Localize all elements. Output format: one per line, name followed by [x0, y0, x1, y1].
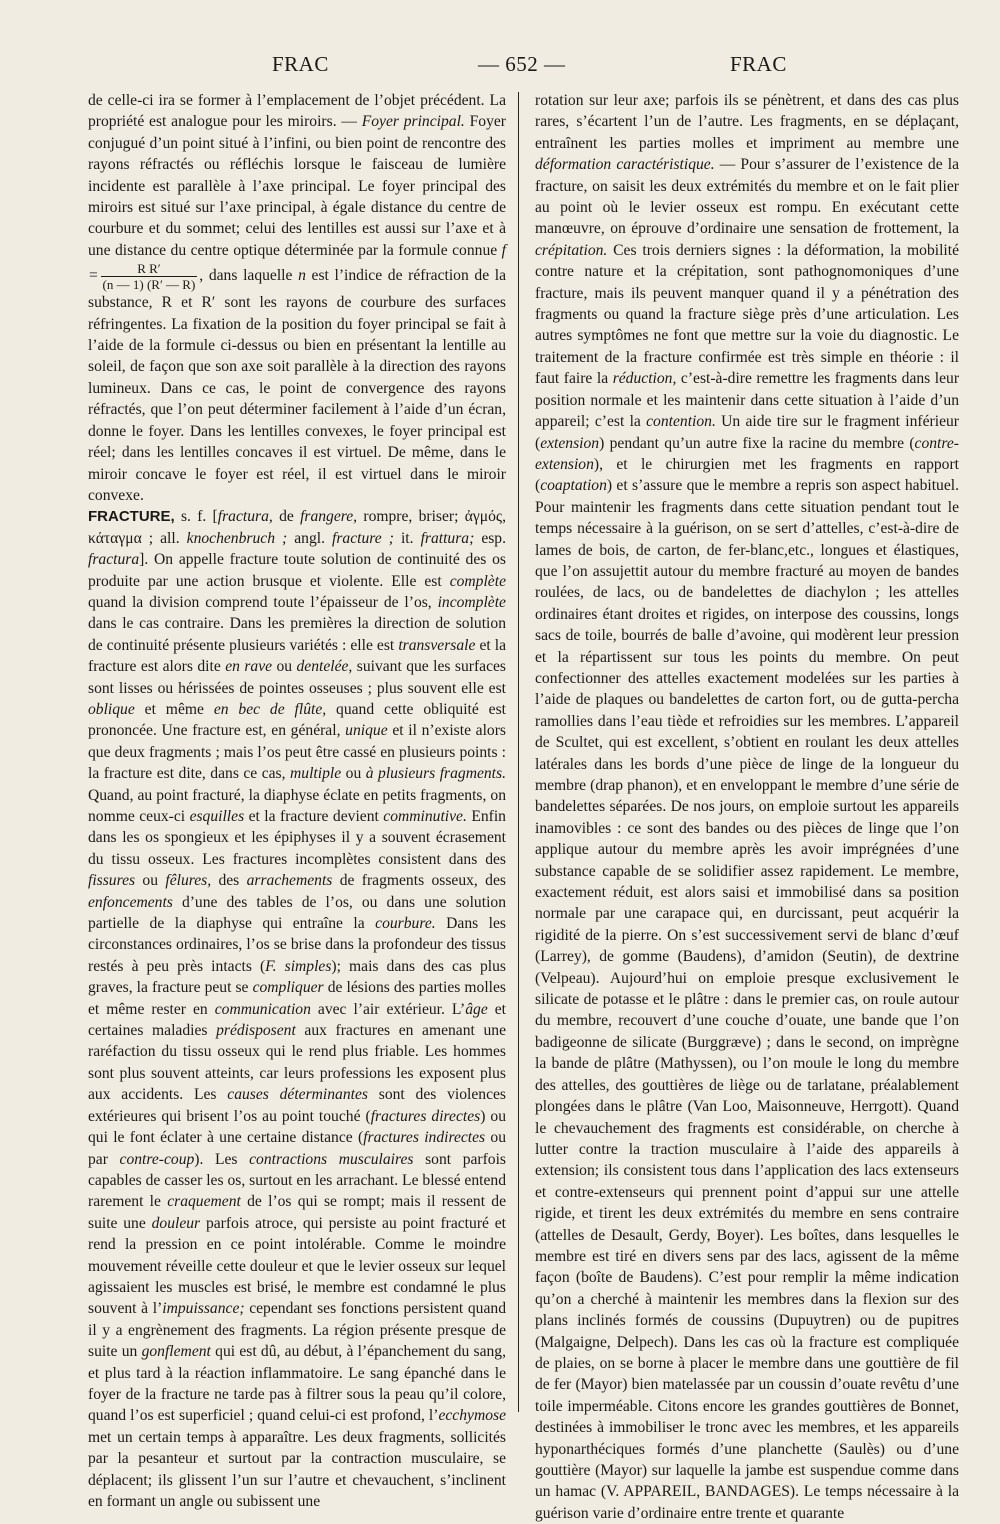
- italic-term: en bec de flûte,: [213, 700, 327, 718]
- italic-term: comminutive.: [383, 808, 467, 825]
- italic-term: ecchymose: [438, 1407, 506, 1425]
- text-run: suivant que les surfaces sont lisses ou hérissées de pointes osseuses ; plus souvent elle est: [88, 658, 506, 697]
- italic-term: frangere,: [300, 508, 358, 526]
- italic-term: prédisposent: [216, 1022, 296, 1040]
- text-run: aux fractures en amenant une raréfaction du tissu osseux qui le rend plus friable. Les hommes sont plus souvent atteints, car leurs professions les exposent plus aux accidents. Les: [88, 1022, 506, 1104]
- text-run: ); mais dans des cas plus graves, la fracture peut se: [88, 957, 507, 997]
- text-run: ou par: [88, 1129, 507, 1168]
- text-run: sont des violences extérieures qui brisent l’os au point touché (: [88, 1086, 506, 1125]
- text-run: de celle-ci ira se former à l’emplacement de l’objet précédent. La propriété est analogue pour les miroirs. —: [88, 92, 506, 131]
- text-run: ou: [142, 872, 159, 890]
- text-run: ). Les: [194, 1150, 238, 1168]
- italic-term: enfoncements: [88, 893, 173, 911]
- text-run: rompre, briser; ἀγμός, κάταγμα ; all.: [88, 508, 506, 547]
- foyer-paragraph: [88, 90, 506, 506]
- headword: FRACTURE,: [88, 508, 175, 526]
- italic-term: extension: [540, 434, 600, 452]
- fracture-entry: [88, 506, 506, 1512]
- text-run: d’une des tables de l’os, ou dans une solution partielle de la diaphyse qui entraîne la: [88, 893, 506, 933]
- text-run: ) ou qui le font éclater à une certaine distance (: [88, 1107, 506, 1147]
- text-run: ]. On appelle fracture toute solution de continuité des os produite par une action brusque et violente. Elle est: [88, 551, 506, 590]
- left-column: [88, 90, 507, 1510]
- right-column: [535, 90, 960, 1522]
- italic-term: contractions musculaires: [249, 1150, 414, 1168]
- italic-term: n: [298, 267, 306, 285]
- italic-term: crépitation.: [535, 241, 608, 259]
- text-run: c’est-à-dire remettre les fragments dans leur position normale et les maintenir dans cette situation à l’aide d’un appareil; c’est la: [535, 370, 960, 431]
- italic-term: unique: [345, 722, 388, 740]
- italic-term: complète: [449, 572, 506, 590]
- italic-term: fractures directes: [370, 1107, 481, 1125]
- italic-term: fêlures,: [165, 872, 212, 890]
- italic-term: arrachements: [246, 872, 333, 890]
- italic-term: réduction,: [612, 370, 677, 388]
- text-run: Un aide tire sur le fragment inférieur (: [535, 413, 959, 452]
- italic-term: courbure.: [375, 915, 436, 933]
- text-run: met un certain temps à apparaître. Les deux fragments, sollicités par la pesanteur et surtout par la contraction musculaire, se déplacent; ils glissent l’un sur l’autre et chevauchent, s’inclinent en formant un angle ou subissent une: [88, 1428, 506, 1510]
- italic-term: incomplète: [437, 593, 506, 611]
- italic-term: à plusieurs fragments.: [365, 765, 506, 783]
- text-run: ) et s’assure que le membre a repris son aspect habituel. Pour maintenir les fragments dans cette situation pendant tout le temps nécessaire à la guérison, on se sert d’attelles, c’est-à-dire de lames de bois, de carton, de fer-blanc,etc., longues et élastiques, que l’on assujettit autour du membre fracturé au moyen de bandes roulées, de lacs, ou de bandelettes de diachylon ; les attelles ordinaires étant droites et rigides, on interpose des coussins, longs sacs de toile, bourrés de balle d’avoine, qui modèrent leur pression et la répartissent sur tous les points du membre. On peut confectionner des attelles exactement modelées sur les parties à l’aide de plaques ou bandelettes de carton fort, ou de gutta-percha ramollies dans l’eau tiède et refroidies sur les membres. L’appareil de Scultet, qui est excellent, s’obtient en roulant les deux attelles latérales dans les bords d’une pièce de linge de la longueur du membre (drap phanon), et en enveloppant le membre d’une série de bandelettes séparées. De nos jours, on emploie surtout les appareils inamovibles : ce sont des bandes ou des pièces de linge que l’on applique autour du membre après les avoir imprégnées d’une substance capable de se solidifier assez rapidement. Le membre, exactement réduit, est alors saisi et immobilisé dans sa position normale par une carapace qui, en durcissant, peut acquérir la rigidité de la pierre. On s’est successivement servi de blanc d’œuf (Larrey), de gomme (Baudens), d’amidon (Seutin), de dextrine (Velpeau). Aujourd’hui on emploie presque exclusivement le silicate de potasse et le plâtre : dans le premier cas, on roule autour du membre, recouvert d’une couche d’ouate, une bande que l’on badigeonne de silicate (Burggræve) ; dans le second, on imprègne la bande de plâtre (Mathyssen), ou l’on moule le long du membre des attelles, des gouttières de liège ou de tarlatane, préalablement plongées dans le plâtre (Van Loo, Maisonneuve, Herrgott). Quand le chevauchement des fragments est considérable, on cherche à lutter contre la traction musculaire à l’aide des appareils à extension; ils consistent tous dans l’application des lacs extenseurs et contre-extenseurs qui prennent point d’appui sur une attelle rigide, et tirent les deux extrémités du membre en sens contraire (attelles de Desault, Gerdy, Boyer). Les boîtes, dans lesquelles le membre est tiré en divers sens par des lacs, agissent de la même façon (boîte de Baudens). C’est pour remplir la même indication qu’on a cherché à maintenir les membres dans la flexion sur des plans inclinés formés de coussins (Dupuytren) ou de pupitres (Malgaigne, Delpech). Dans les cas où la fracture est compliquée de plaies, on se borne à placer le membre dans une gouttière de fil de fer (Mayor) bien matelassée par un coussin d’ouate revêtu d’une toile imperméable. Citons encore les grandes gouttières de Bonnet, destinées à immobiliser le tronc avec les membres, et les appareils hyponarthéciques formés d’une planchette (Saulès) ou d’une gouttière (Mayor) sur laquelle la jambe est suspendue comme dans un hamac (V. APPAREIL, BANDAGES). Le temps nécessaire à la guérison varie d’ordinaire entre trente et quarante: [535, 477, 959, 1522]
- header-right-word: FRAC: [730, 52, 787, 76]
- italic-term: fractura: [88, 551, 140, 569]
- italic-term: fracture ;: [332, 529, 394, 547]
- focal-formula: [101, 261, 198, 292]
- text-run: esp.: [481, 529, 506, 547]
- text-run: , dans laquelle: [199, 267, 293, 285]
- text-run: s. f. [: [180, 508, 218, 526]
- text-run: et même: [144, 700, 204, 718]
- text-run: de lésions des parties molles et même rester en: [88, 979, 506, 1018]
- text-run: ou: [276, 658, 293, 676]
- text-run: cependant ses fonctions persistent quand il y a engrènement des fragments. La région présente presque de suite un: [88, 1300, 506, 1361]
- formula-numerator: R R′: [101, 261, 198, 277]
- text-run: quand cette obliquité est prononcée. Une fracture est, en général,: [88, 700, 506, 740]
- text-run: de l’os qui se rompt; mais il ressent de suite une: [88, 1193, 507, 1232]
- italic-term: compliquer: [252, 979, 324, 997]
- text-run: ) pendant qu’un autre fixe la racine du membre (: [599, 434, 915, 452]
- text-run: rotation sur leur axe; parfois ils se pénètrent, et dans des cas plus rares, s’écartent l’un de l’autre. Les fragments, en se déplaçant, entraînent les parties molles et impriment au membre une: [535, 92, 959, 152]
- italic-term: oblique: [88, 700, 135, 718]
- italic-term: knochenbruch ;: [186, 529, 288, 547]
- text-run: dans le cas contraire. Dans les premières la direction de solution de continuité présente plusieurs variétés : elle est: [88, 615, 506, 654]
- text-run: parfois atroce, qui persiste au point fracturé et rend la pression en ce point intolérable. Comme le moindre mouvement réveille cette douleur et que le levier osseux sur lequel agissaient les muscles est brisé, le membre est condamné le plus souvent à l’: [88, 1214, 506, 1318]
- italic-term: fissures: [88, 872, 136, 890]
- text-run: et la fracture devient: [248, 808, 379, 825]
- italic-term: douleur: [151, 1214, 201, 1232]
- text-run: ), et le chirurgien met les fragments en rapport (: [535, 455, 959, 495]
- italic-term: contre-coup: [119, 1150, 195, 1168]
- italic-term: gonflement: [141, 1343, 211, 1361]
- italic-term: en rave: [225, 658, 273, 676]
- header-left-word: FRAC: [272, 52, 329, 76]
- text-run: Dans les circonstances ordinaires, l’os se brise dans la profondeur des tissus restés à peu près intacts (: [88, 915, 506, 975]
- text-run: — Pour s’assurer de l’existence de la fracture, on saisit les deux extrémités du membre et on le fait plier au point où le levier osseux est rompu. En exécutant cette manœuvre, on éprouve d’ordinaire une sensation de frottement, la: [535, 156, 959, 238]
- italic-term: frattura;: [420, 529, 475, 547]
- italic-term: multiple: [290, 765, 342, 783]
- text-run: Quand, au point fracturé, la diaphyse éclate en petits fragments, on nomme ceux-ci: [88, 786, 506, 825]
- fracture-entry-continued: [535, 90, 959, 1524]
- text-run: de fragments osseux, des: [339, 872, 506, 890]
- italic-term: communication: [214, 1000, 311, 1018]
- italic-term: fractura,: [217, 508, 273, 526]
- italic-term: F. simples: [265, 957, 332, 975]
- text-run: Ces trois derniers signes : la déformation, la mobilité contre nature et la crépitation, sont pathognomoniques d’une fracture, mais ils peuvent manquer quand il y a pénétration des fragments ou quand la fracture siège près d’une articulation. Les autres symptômes ne font que mettre sur la voie du diagnostic. Le traitement de la fracture confirmée est très simple en théorie : il faut faire la: [535, 241, 959, 388]
- italic-term: coaptation: [540, 477, 607, 495]
- italic-term: craquement: [167, 1193, 241, 1211]
- italic-term: contention.: [646, 413, 716, 431]
- text-run: quand la division comprend toute l’épaisseur de l’os,: [88, 593, 432, 611]
- italic-term: déformation caractéristique.: [535, 156, 715, 174]
- text-run: ou: [345, 765, 362, 783]
- column-divider: [518, 92, 519, 1412]
- formula-lhs: f =: [88, 241, 506, 285]
- text-run: angl.: [294, 529, 325, 547]
- text-run: qui est dû, au début, à l’épanchement du sang, et plus tard à la réaction inflammatoire. Le sang épanché dans le foyer de la fracture ne tarde pas à filtrer sous la peau qu’il colore, quand l’os est superficiel ; quand celui-ci est profond, l’: [88, 1343, 506, 1425]
- text-run: est l’indice de réfraction de la substance, R et R′ sont les rayons de courbure des surfaces réfringentes. La fixation de la position du foyer principal se fait à l’aide de la formule ci-dessus ou bien en présentant la lentille au soleil, de façon que son axe soit parallèle à la direction des rayons lumineux. Dans ce cas, le point de convergence des rayons réfractés, que l’on peut déterminer facilement à l’aide d’un écran, donne le foyer. Dans les lentilles convexes, le foyer principal est réel; dans les lentilles concaves il est virtuel. De même, dans le miroir concave le foyer est réel, il est virtuel dans le miroir convexe.: [88, 267, 507, 504]
- text-run: de: [279, 508, 294, 526]
- italic-term: Foyer principal.: [361, 113, 465, 131]
- italic-term: impuissance;: [162, 1300, 245, 1318]
- text-run: et la fracture est alors dite: [88, 636, 506, 676]
- text-run: sont parfois capables de casser les os, surtout en les arrachant. Le blessé entend rarement le: [88, 1150, 506, 1211]
- text-run: des: [218, 872, 240, 890]
- italic-term: esquilles: [189, 808, 245, 825]
- running-header: [0, 52, 1000, 82]
- page-number: — 652 —: [478, 52, 566, 76]
- text-run: avec l’air extérieur. L’: [317, 1000, 466, 1018]
- italic-term: âge: [465, 1000, 488, 1018]
- text-run: Enfin dans les os spongieux et les épiphyses il y a souvent écrasement du tissu osseux. Les fractures incomplètes consistent dans des: [88, 808, 506, 868]
- italic-term: causes déterminantes: [227, 1086, 368, 1104]
- formula-denominator: (n — 1) (R′ — R): [102, 277, 196, 293]
- text-run: et il n’existe alors que deux fragments ; mais l’os peut être cassé en plusieurs points : la fracture est dite, dans ce cas,: [88, 722, 506, 783]
- text-run: et certaines maladies: [88, 1000, 507, 1040]
- text-run: it.: [400, 529, 414, 547]
- italic-term: dentelée,: [296, 658, 353, 676]
- italic-term: fractures indirectes: [363, 1129, 486, 1147]
- text-run: Foyer conjugué d’un point situé à l’infini, ou bien point de rencontre des rayons réfractés ou réfléchis lorsque le faisceau de lumière incidente est parallèle à l’axe principal. Le foyer principal des miroirs est situé sur l’axe principal, à égale distance du centre de courbure et du sommet; celui des lentilles est aussi sur l’axe et à une distance du centre optique déterminée par la formule connue: [88, 113, 506, 259]
- italic-term: contre-extension: [535, 434, 959, 473]
- italic-term: transversale: [398, 636, 476, 654]
